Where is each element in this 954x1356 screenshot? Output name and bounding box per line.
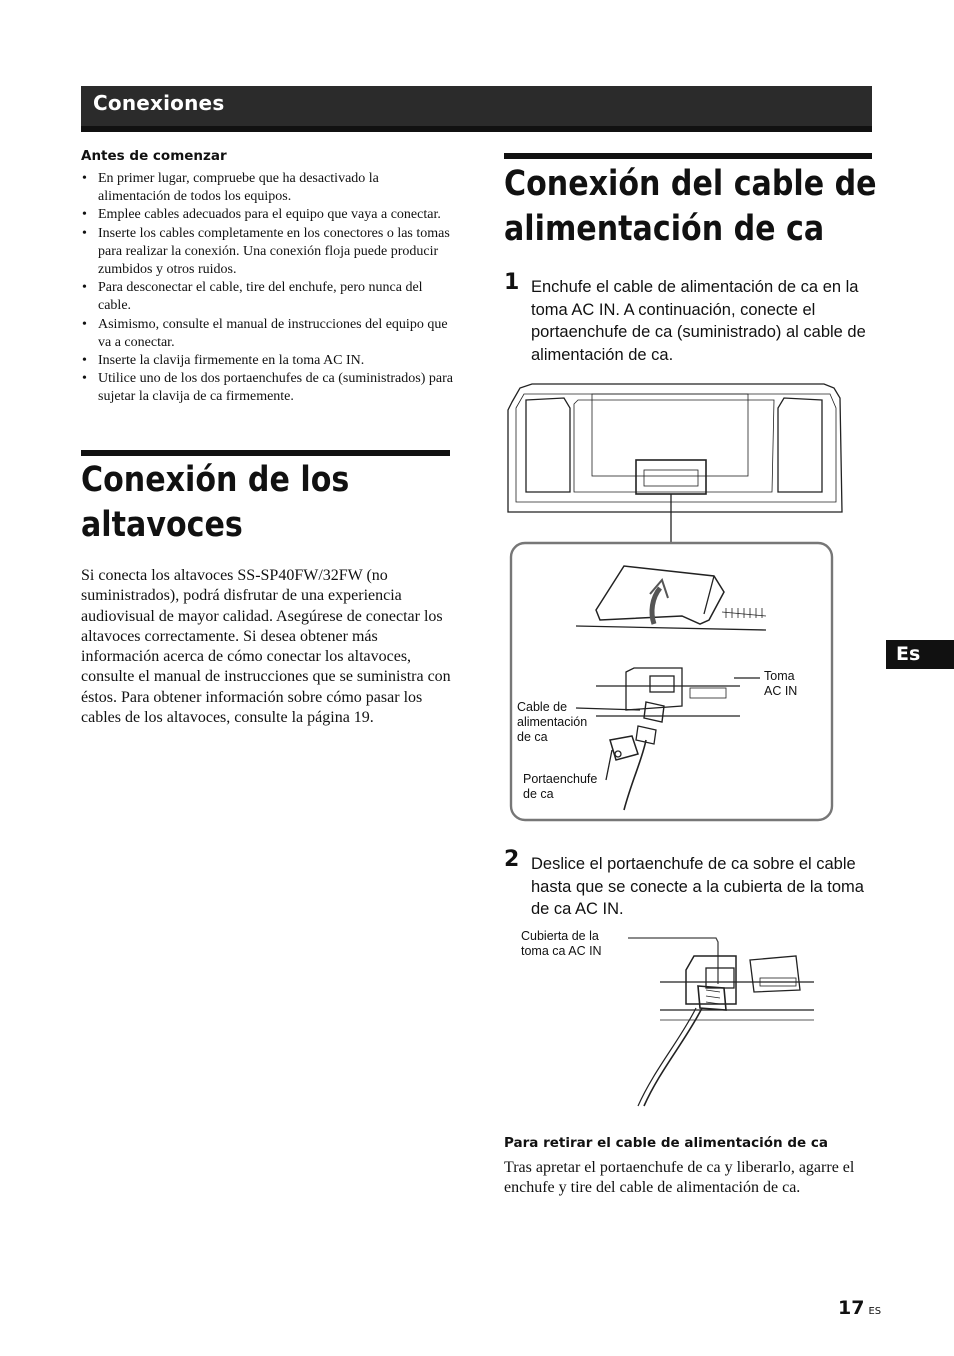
section-header-stripe [81,126,872,132]
power-heading [504,162,937,252]
list-item: • En primer lugar, compruebe que ha desactivado la alimentación de todos los equipos. [81,170,453,206]
list-item: • Utilice uno de los dos portaenchufes de ca (suministrados) para sujetar la clavija de ca firmemente. [81,370,453,406]
plug-holder [610,736,638,760]
rear-panel-ribs [722,608,766,618]
label-cable-line3: de ca [517,730,548,744]
ac-in-cover-edge [704,576,714,614]
label-toma-line1: Toma [764,669,795,683]
lift-arrow-shaft [652,588,660,624]
list-item: • Asimismo, consulte el manual de instrucciones del equipo que va a conectar. [81,316,453,352]
label-porta-line2: de ca [523,787,554,801]
leader-portaenchufe [606,750,612,780]
power-plug [644,702,664,722]
ac-in-zoom-box [636,460,706,494]
power-heading-line2: alimentación de ca [504,209,825,249]
list-item: • Emplee cables adecuados para el equipo que vaya a conectar. [81,206,453,224]
page-number: 17 [838,1297,865,1319]
plug-holder-ribs [706,990,720,1004]
section-title: Conexiones [93,91,225,115]
label-porta-line1: Portaenchufe [523,772,598,786]
figure-plug-holder-attached [620,930,820,1110]
ac-in-cover [596,566,724,624]
power-heading-line1: Conexión del cable de [504,164,877,204]
list-item: • Inserte los cables completamente en los conectores o las tomas para realizar la conexión. Una conexión floja puede producir zumbidos y otros ruidos. [81,225,453,280]
power-heading-rule [504,153,872,159]
label-cable-line2: alimentación [517,715,588,729]
label-cubierta-line2: toma ca AC IN [521,944,602,958]
step-1-number: 1 [504,270,520,295]
step-1-text: Enchufe el cable de alimentación de ca en la toma AC IN. A continuación, conecte el portaenchufe de ca (suministrado) al cable de alimentación de ca. [531,278,866,364]
tv-rear-vent [592,394,748,476]
speakers-heading-line1: Conexión de los [81,460,350,500]
tv-rear-panel [574,400,774,492]
speakers-heading [81,458,393,548]
remove-subheading: Para retirar el cable de alimentación de ca [504,1135,828,1151]
ac-in-socket [650,676,674,692]
label-cubierta-line1: Cubierta de la [521,929,599,943]
figure-ac-in-connection [504,380,844,825]
remove-body: Tras apretar el portaenchufe de ca y liberarlo, agarre el enchufe y tire del cable de alimentación de ca. [504,1159,855,1197]
list-item: • Inserte la clavija firmemente en la toma AC IN. [81,352,453,370]
section-header-bar [81,86,872,132]
rear-panel-edge [576,626,766,630]
left-speaker-panel [526,398,570,492]
step-2-text: Deslice el portaenchufe de ca sobre el cable hasta que se conecte a la cubierta de la toma de ca AC IN. [531,855,864,918]
label-toma-ac-in [764,669,797,699]
terminal-block [690,688,726,698]
intro-bullet-list [81,170,453,407]
leader-cubierta [628,938,718,984]
right-speaker-panel [778,398,822,492]
plug-holder-clip [615,751,621,757]
speakers-body: Si conecta los altavoces SS-SP40FW/32FW (no suministrados), podrá disfrutar de una experiencia audiovisual de mayor calidad. Asegúrese de conectar los altavoces correctamente. Si desea obtener más información acerca de cómo conectar los altavoces, consulte el manual de instrucciones que se suministra con éstos. Para obtener información sobre cómo pasar los cables de los altavoces, consulte la página 19. [81,567,451,727]
label-cable-alimentacion [517,700,587,745]
power-cable [624,740,646,810]
label-toma-line2: AC IN [764,684,798,698]
plug-holder [698,986,726,1010]
step-2-number: 2 [504,847,520,872]
list-item: • Para desconectar el cable, tire del enchufe, pero nunca del cable. [81,279,453,315]
speakers-heading-rule [81,450,450,456]
label-cubierta-toma [521,929,602,959]
page-number-suffix: ES [868,1306,882,1317]
language-tab: Es [886,640,954,669]
label-cable-line1: Cable de [517,700,568,714]
speakers-heading-line2: altavoces [81,505,243,545]
page-number-group [838,1297,881,1319]
power-cable-outline [638,1008,696,1106]
tv-rear-outline [508,384,842,512]
terminal-housing [750,956,800,992]
intro-subheading: Antes de comenzar [81,148,227,164]
ac-in-socket-area [644,470,698,486]
label-portaenchufe [523,772,597,802]
ac-in-socket [706,968,734,988]
power-cable [644,1008,702,1106]
